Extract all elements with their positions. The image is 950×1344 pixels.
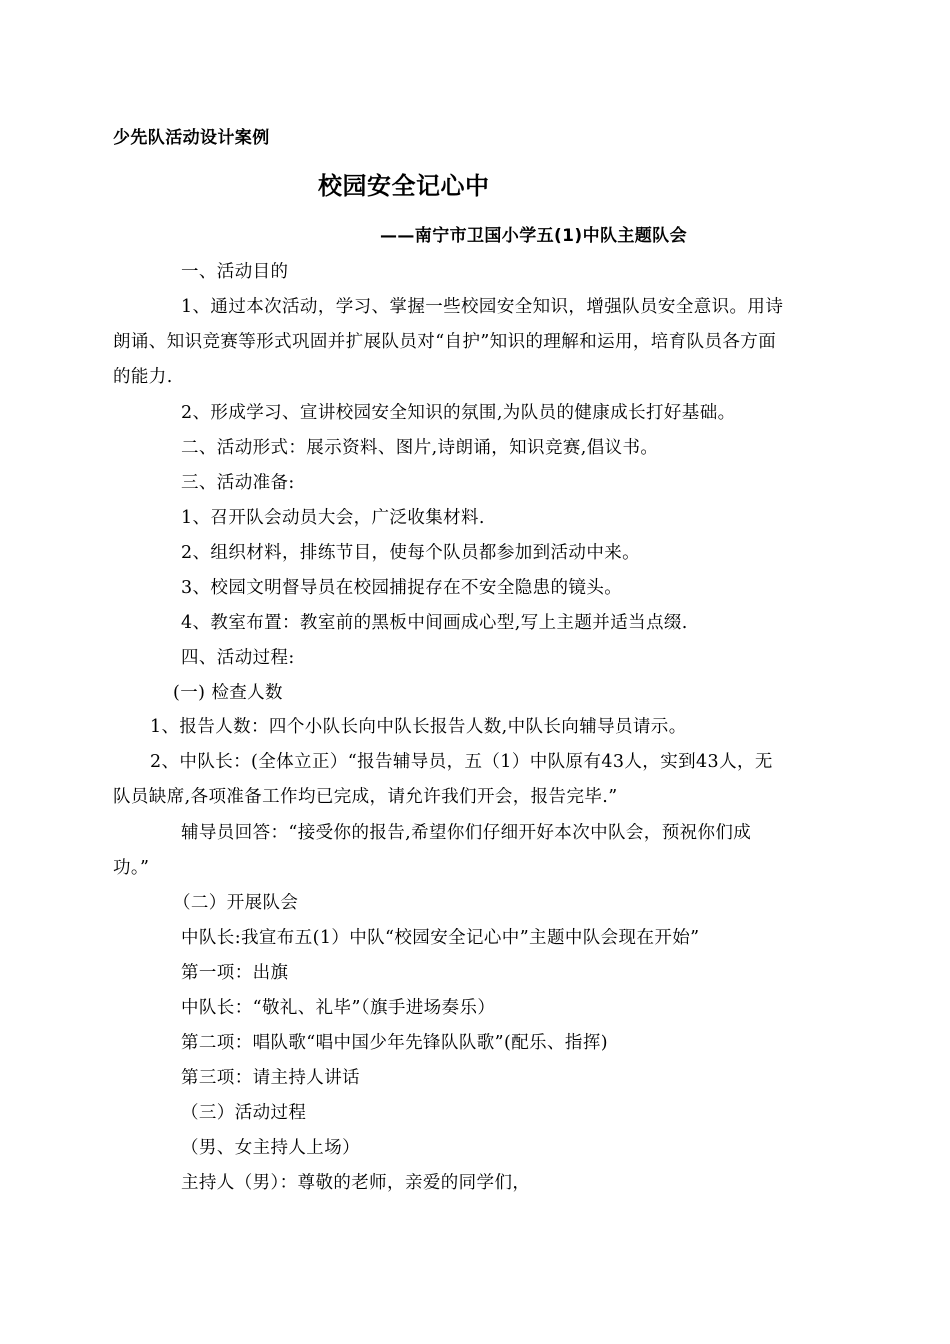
- paragraph-line: （男、女主持人上场）: [181, 1138, 360, 1158]
- paragraph-line: 2、中队长：(全体立正）“报告辅导员，五（1）中队原有43人，实到43人，无: [150, 752, 773, 772]
- paragraph-line: 队员缺席,各项准备工作均已完成，请允许我们开会，报告完毕.”: [113, 787, 618, 807]
- paragraph-line: 第二项：唱队歌“唱中国少年先锋队队歌”(配乐、指挥): [181, 1033, 608, 1053]
- document-category: 少先队活动设计案例: [113, 128, 270, 148]
- paragraph-line: 第一项：出旗: [181, 963, 289, 983]
- paragraph-line: 朗诵、知识竞赛等形式巩固并扩展队员对“自护”知识的理解和运用，培育队员各方面: [113, 332, 777, 352]
- paragraph-line: 3、校园文明督导员在校园捕捉存在不安全隐患的镜头。: [181, 578, 623, 598]
- paragraph-line: 2、形成学习、宣讲校园安全知识的氛围,为队员的健康成长打好基础。: [181, 403, 736, 423]
- paragraph-line: 1、召开队会动员大会，广泛收集材料.: [181, 508, 485, 528]
- paragraph-line: 2、组织材料，排练节目，使每个队员都参加到活动中来。: [181, 543, 641, 563]
- paragraph-line: 中队长:我宣布五(1）中队“校园安全记心中”主题中队会现在开始”: [181, 928, 700, 948]
- document-title: 校园安全记心中: [318, 172, 490, 200]
- paragraph-line: 1、通过本次活动，学习、掌握一些校园安全知识，增强队员安全意识。用诗: [181, 297, 784, 317]
- paragraph-line: 辅导员回答：“接受你的报告,希望你们仔细开好本次中队会，预祝你们成: [181, 823, 752, 843]
- document-subtitle: ——南宁市卫国小学五(1)中队主题队会: [380, 226, 687, 246]
- paragraph-line: 1、报告人数：四个小队长向中队长报告人数,中队长向辅导员请示。: [150, 717, 687, 737]
- subsection-heading: （二）开展队会: [173, 893, 299, 913]
- section-heading-preparation: 三、活动准备:: [181, 473, 295, 493]
- paragraph-line: 的能力.: [113, 367, 173, 387]
- paragraph-line: 中队长：“敬礼、礼毕”（旗手进场奏乐）: [181, 998, 496, 1018]
- section-heading-form: 二、活动形式：展示资料、图片,诗朗诵，知识竞赛,倡议书。: [181, 438, 659, 458]
- paragraph-line: 第三项：请主持人讲话: [181, 1068, 360, 1088]
- paragraph-line: 功。”: [113, 858, 150, 878]
- subsection-heading: （三）活动过程: [181, 1103, 307, 1123]
- section-heading-process: 四、活动过程:: [181, 648, 295, 668]
- subsection-heading: (一) 检查人数: [173, 683, 283, 703]
- paragraph-line: 4、教室布置：教室前的黑板中间画成心型,写上主题并适当点缀.: [181, 613, 688, 633]
- section-heading-purpose: 一、活动目的: [181, 262, 289, 282]
- paragraph-line: 主持人（男）：尊敬的老师，亲爱的同学们，: [181, 1173, 531, 1193]
